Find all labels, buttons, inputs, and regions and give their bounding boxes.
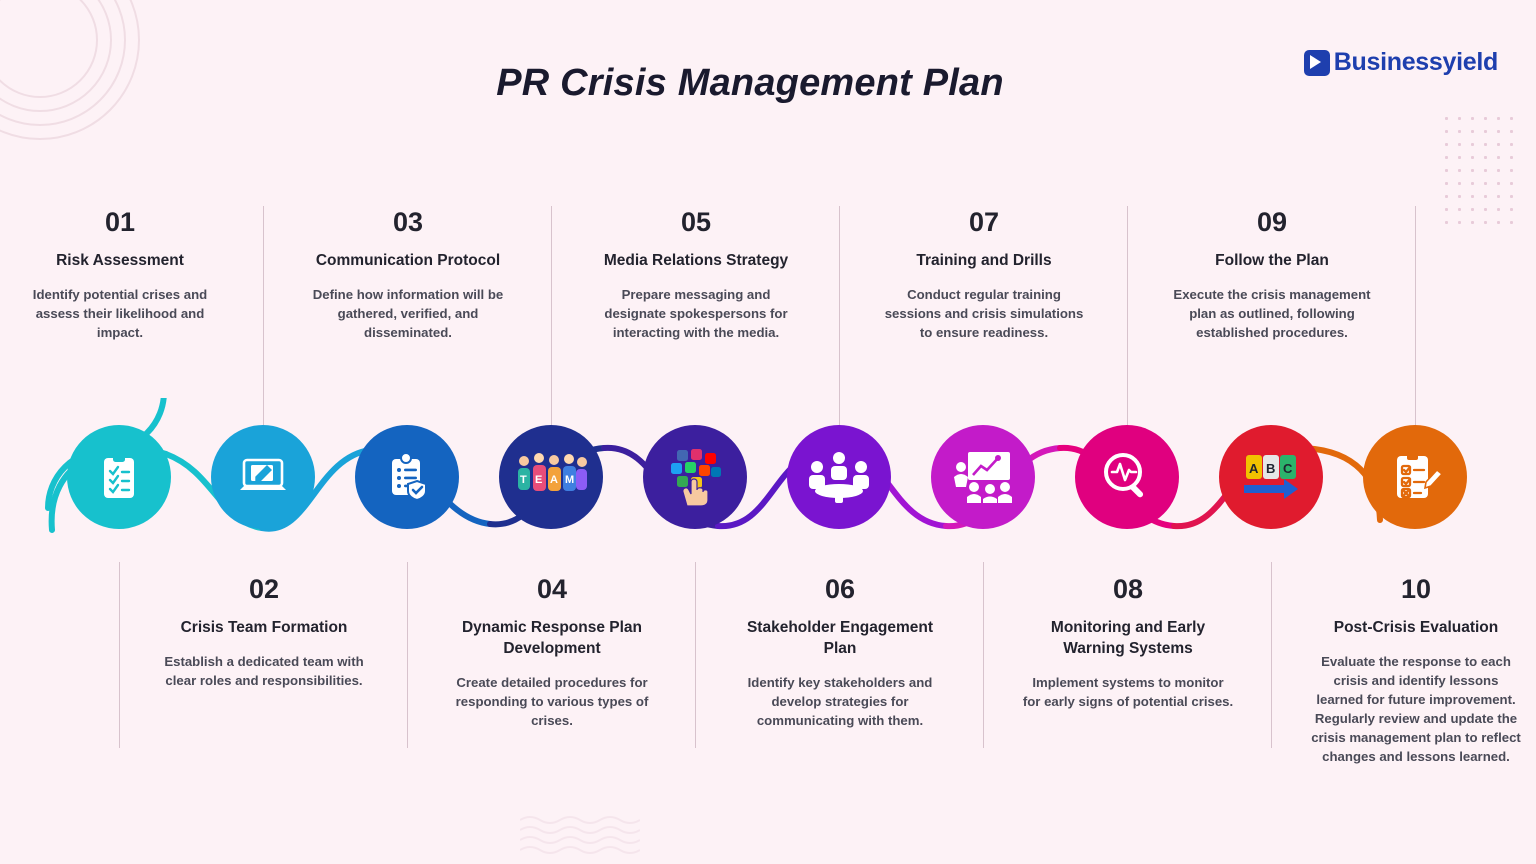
step-description: Evaluate the response to each crisis and identify lessons learned for future improvement. Regularly review and update the crisis management plan to reflect changes and lessons learned. <box>1311 653 1521 765</box>
step-number: 09 <box>1256 207 1288 237</box>
step-caption: Monitoring and Early Warning Systems <box>1050 618 1206 657</box>
step-caption: Risk Assessment <box>56 251 184 269</box>
page-title: PR Crisis Management Plan <box>496 62 1004 104</box>
step-icon-02[interactable] <box>211 425 315 529</box>
svg-text:A: A <box>550 474 558 486</box>
step-icon-09[interactable] <box>1219 425 1323 529</box>
step-card-03 <box>302 208 514 342</box>
step-number: 05 <box>680 207 712 237</box>
step-card-07 <box>878 208 1090 342</box>
logo-word: usinessyield <box>1351 48 1498 76</box>
tick-line <box>839 206 840 428</box>
step-number: 08 <box>1112 574 1144 604</box>
tick-line <box>1415 206 1416 428</box>
checklist-pencil-icon <box>1386 448 1444 506</box>
step-number: 06 <box>824 574 856 604</box>
step-number: 04 <box>536 574 568 604</box>
step-description: Establish a dedicated team with clear roles and responsibilities. <box>164 653 364 688</box>
clipboard-shield-icon <box>379 449 435 505</box>
step-icon-04[interactable] <box>499 425 603 529</box>
step-caption: Crisis Team Formation <box>180 618 348 636</box>
step-caption: Media Relations Strategy <box>603 251 789 269</box>
step-card-05 <box>590 208 802 342</box>
svg-text:T: T <box>520 474 527 486</box>
laptop-document-pen-icon <box>234 448 292 506</box>
step-description: Identify potential crises and assess their likelihood and impact. <box>32 286 208 341</box>
step-caption: Follow the Plan <box>1215 251 1329 269</box>
step-icon-10[interactable] <box>1363 425 1467 529</box>
step-description: Execute the crisis management plan as outlined, following established procedures. <box>1173 286 1371 341</box>
step-number: 01 <box>104 207 136 237</box>
svg-text:E: E <box>535 474 543 486</box>
step-card-04 <box>446 575 658 730</box>
step-card-01 <box>14 208 226 342</box>
step-icon-06[interactable] <box>787 425 891 529</box>
magnifier-pulse-icon <box>1098 448 1156 506</box>
step-description: Define how information will be gathered, verified, and disseminated. <box>312 286 504 341</box>
step-icon-03[interactable] <box>355 425 459 529</box>
step-card-06 <box>734 575 946 730</box>
social-media-hand-icon <box>663 446 727 508</box>
clipboard-checklist-icon <box>91 449 147 505</box>
step-card-10 <box>1310 575 1522 767</box>
step-caption: Post-Crisis Evaluation <box>1333 618 1499 636</box>
step-description: Identify key stakeholders and develop strategies for communicating with them. <box>747 674 933 729</box>
logo-letter: B <box>1333 48 1352 76</box>
step-caption: Dynamic Response Plan Development <box>461 618 643 657</box>
tick-line <box>407 562 408 748</box>
svg-text:A: A <box>1249 461 1259 476</box>
step-caption: Communication Protocol <box>315 251 501 269</box>
step-description: Conduct regular training sessions and crisis simulations to ensure readiness. <box>884 286 1084 341</box>
meeting-table-icon <box>808 449 870 505</box>
tick-line <box>1127 206 1128 428</box>
team-people-icon <box>514 447 588 507</box>
step-icon-07[interactable] <box>931 425 1035 529</box>
step-description: Create detailed procedures for responding to various types of crises. <box>455 674 649 729</box>
tick-line <box>119 562 120 748</box>
tick-line <box>983 562 984 748</box>
step-card-08 <box>1022 575 1234 711</box>
step-description: Implement systems to monitor for early signs of potential crises. <box>1022 674 1234 709</box>
step-description: Prepare messaging and designate spokespersons for interacting with the media. <box>604 286 788 341</box>
presentation-training-icon <box>952 449 1014 505</box>
step-icon-01[interactable] <box>67 425 171 529</box>
svg-text:M: M <box>565 474 575 486</box>
step-number: 07 <box>968 207 1000 237</box>
step-number: 03 <box>392 207 424 237</box>
step-caption: Training and Drills <box>916 251 1052 269</box>
step-card-02 <box>158 575 370 690</box>
svg-text:B: B <box>1266 461 1276 476</box>
step-caption: Stakeholder Engagement Plan <box>746 618 934 657</box>
abc-blocks-arrow-icon <box>1240 449 1302 505</box>
step-card-09 <box>1166 208 1378 342</box>
tick-line <box>695 562 696 748</box>
tick-line <box>1271 562 1272 748</box>
step-icon-05[interactable] <box>643 425 747 529</box>
tick-line <box>263 206 264 428</box>
step-number: 02 <box>248 574 280 604</box>
svg-text:C: C <box>1283 461 1293 476</box>
step-number: 10 <box>1400 574 1432 604</box>
step-icon-08[interactable] <box>1075 425 1179 529</box>
tick-line <box>551 206 552 428</box>
